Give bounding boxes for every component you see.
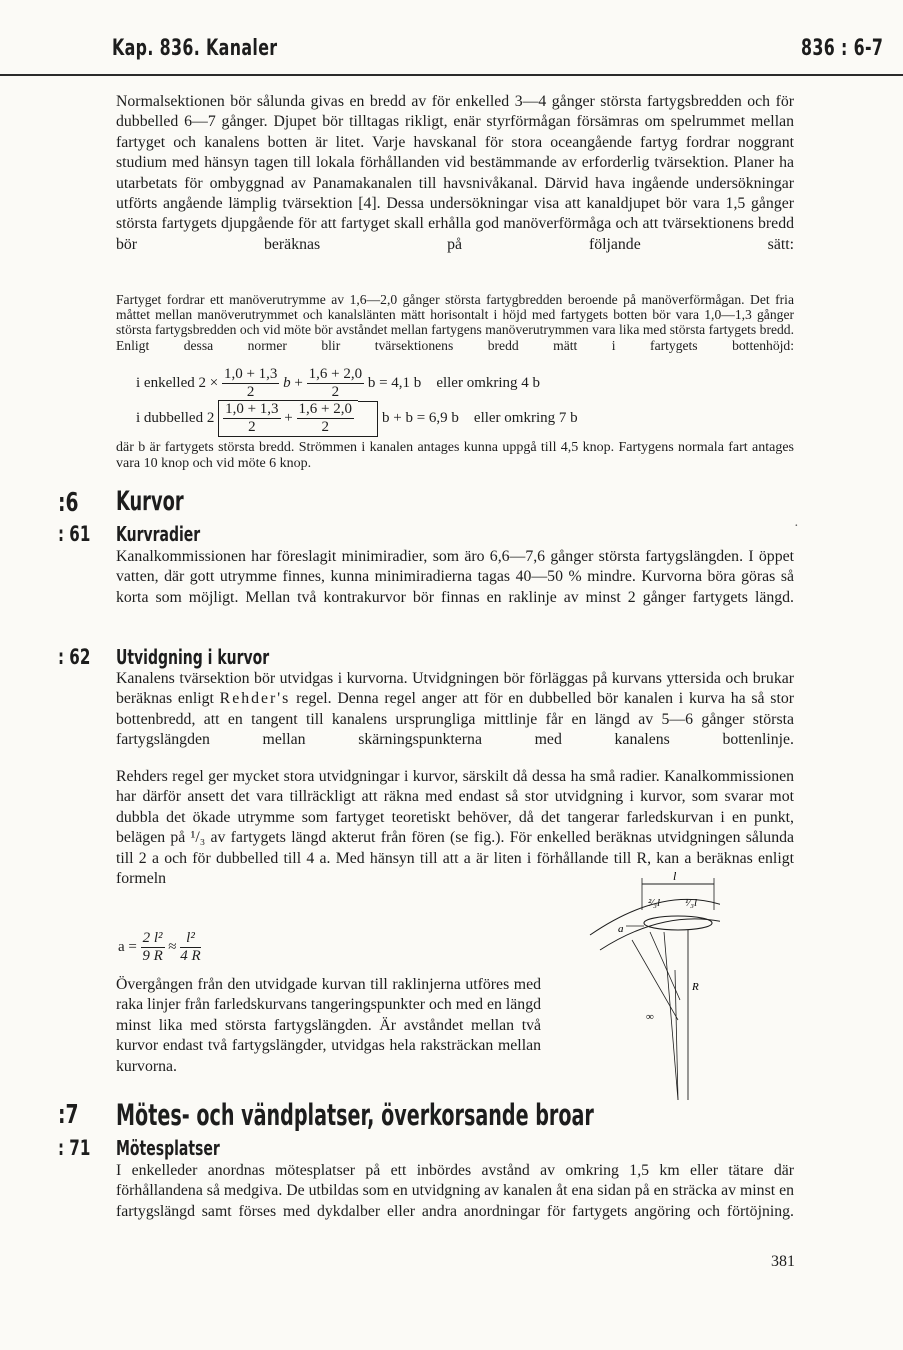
- fraction: $\frac{1,0 + 1,3}{2}$: [223, 366, 278, 400]
- label-R: R: [692, 981, 699, 993]
- utvidgning-paragraph-2: Rehders regel ger mycket stora utvidgningar i kurvor, särskilt då dessa ha små radier. Kanalkommissionen har därför ansett det vara tillräckligt att räkna med endast så stor utvidgning i kurvor, som svarar mot dubbla det ökade utrymme som fartyget teoretiskt behöver, då det tangerar farledskurvan i en punkt, belägen på ¹/₃ av fartygets längd akterut från fören (se fig.). För enkelled beräknas utvidgningen sålunda till 2 a och för dubbelled till 4 a. Med hänsyn till att a är liten i förhållande till R, kan a beräknas enligt formeln: [116, 768, 794, 888]
- page-number: 381: [771, 1253, 795, 1270]
- header-rule: [0, 74, 903, 76]
- label-two-thirds-l: ²⁄₃l: [648, 897, 661, 909]
- curve-figure: [560, 870, 720, 1110]
- motesplatser-text: I enkelleder anordnas mötesplatser på ett inbördes avstånd av omkring 1,5 km eller tätare där förhållandena så medgiva. De utbildas som en utvidgning av kanalen åt ena sidan på en sträcka av minst en fartygslängd samt förses med dykdalber eller andra anordningar för fartygets angöring och förtöjning.: [116, 1162, 794, 1220]
- subsection-title: Utvidgning i kurvor: [116, 645, 270, 669]
- section-number: :7: [58, 1100, 79, 1130]
- section-title: Mötes- och vändplatser, överkorsande broar: [116, 1098, 594, 1132]
- intro-small-text: Fartyget fordrar ett manöverutrymme av 1,6—2,0 gånger största fartygbredden beroende på manöverförmågan. Det fria måttet mellan manöverutrymmet och kanalslänten mätt horisontalt i höjd med fartygets botten bör vara 1,0—1,3 gånger största fartygsbredden och vid möte bör avståndet mellan fartygens manöverutrymmen vara lika med största fartygets bredd. Enligt dessa normer blir tvärsektionens bredd mätt i fartygets bottenhöjd:: [116, 292, 794, 353]
- fraction: $\frac{1,6 + 2,0}{2}$: [308, 366, 363, 400]
- label-one-third-l: ¹⁄₃l: [685, 897, 698, 909]
- equation-dubbelled: i dubbelled 2 $\frac{1,0 + 1,3}{2}$ + $\frac{1,6 + 2,0}{2}$ b + b = 6,9 b eller omkring 7 b: [136, 401, 578, 435]
- section-title: Kurvor: [116, 486, 184, 517]
- label-infinity: ∞: [646, 1011, 654, 1023]
- label-a: a: [618, 923, 624, 935]
- formula-a: a = $\frac{\text{2 l²}}{9 R}$ ≈ $\frac{\text{l²}}{4 R}$: [118, 930, 201, 964]
- margin-mark: ·: [794, 519, 799, 534]
- intro-small-text-2: där b är fartygets största bredd. Strömmen i kanalen antages kunna uppgå till 4,5 knop. Fartygens normala fart antages vara 10 knop och vid möte 6 knop.: [116, 440, 794, 471]
- section-number: :6: [58, 488, 79, 518]
- kurvradier-text: Kanalkommissionen har föreslagit minimiradier, som äro 6,6—7,6 gånger största fartygslängden. I öppet vatten, där gott utrymme finnes, kunna minimiradierna tagas 40—50 % mindre. Kurvorna böra göras så korta som möjligt. Mellan två kontrakurvor bör finnas en raklinje av minst 2 gånger fartygets längd.: [116, 548, 794, 606]
- intro-paragraph: Normalsektionen bör sålunda givas en bredd av för enkelled 3—4 gånger största fartygsbredden och för dubbelled 6—7 gånger. Djupet bör tilltagas rikligt, enär styrförmågan försämras om spelrummet mellan fartyget och kanalens botten är litet. Varje havskanal för stora oceangående fartyg fordrar noggrant studium med hänsyn tagen till lokala förhållanden vid bestämmande av erforderlig tvärsektion. Planer ha utarbetats för ombyggnad av Panamakanalen till havsnivåkanal. Därvid hava ingående undersökningar utförts angående lämplig tvärsektion [4]. Dessa undersökningar visa att kanaldjupet bör vara 1,5 gånger största fartygets djupgående för att fartyget skall erhålla god manöverförmåga och att tvärsektionens bredd bör beräknas på följande sätt:: [116, 93, 794, 253]
- subsection-title: Kurvradier: [116, 522, 201, 546]
- utvidgning-paragraph-3: Övergången från den utvidgade kurvan till raklinjerna utföres med raka linjer från farledskurvans tangeringspunkter och med en längd minst lika med största fartygslängden. Är avståndet mellan två kurvor endast två fartygslängder, utvidgas hela raksträckan mellan kurvorna.: [116, 976, 541, 1075]
- equation-enkelled: i enkelled 2 × $\frac{1,0 + 1,3}{2}$ b + $\frac{1,6 + 2,0}{2}$ b = 4,1 b eller omkring 4 b: [136, 366, 541, 400]
- subsection-number: : 61: [58, 522, 91, 546]
- utvidgning-paragraph-1: Kanalens tvärsektion bör utvidgas i kurvorna. Utvidgningen bör förläggas på kurvans yttersida och brukar beräknas enligt Rehder's regel. Denna regel anger att för en dubbelled bör kanalen i kurva ha så stor bottenbredd, att en tangent till kanalens ursprungliga mittlinje får en längd av 5—6 gånger största fartygslängden mellan skärningspunkterna med kanalens bottenlinje.: [116, 670, 795, 749]
- page-code: 836 : 6-7: [800, 36, 883, 61]
- subsection-number: : 62: [58, 645, 91, 669]
- subsection-number: : 71: [58, 1136, 91, 1160]
- label-l: l: [673, 870, 677, 883]
- chapter-header: Kap. 836. Kanaler: [112, 36, 278, 61]
- subsection-title: Mötesplatser: [116, 1136, 220, 1160]
- ship: [644, 916, 712, 930]
